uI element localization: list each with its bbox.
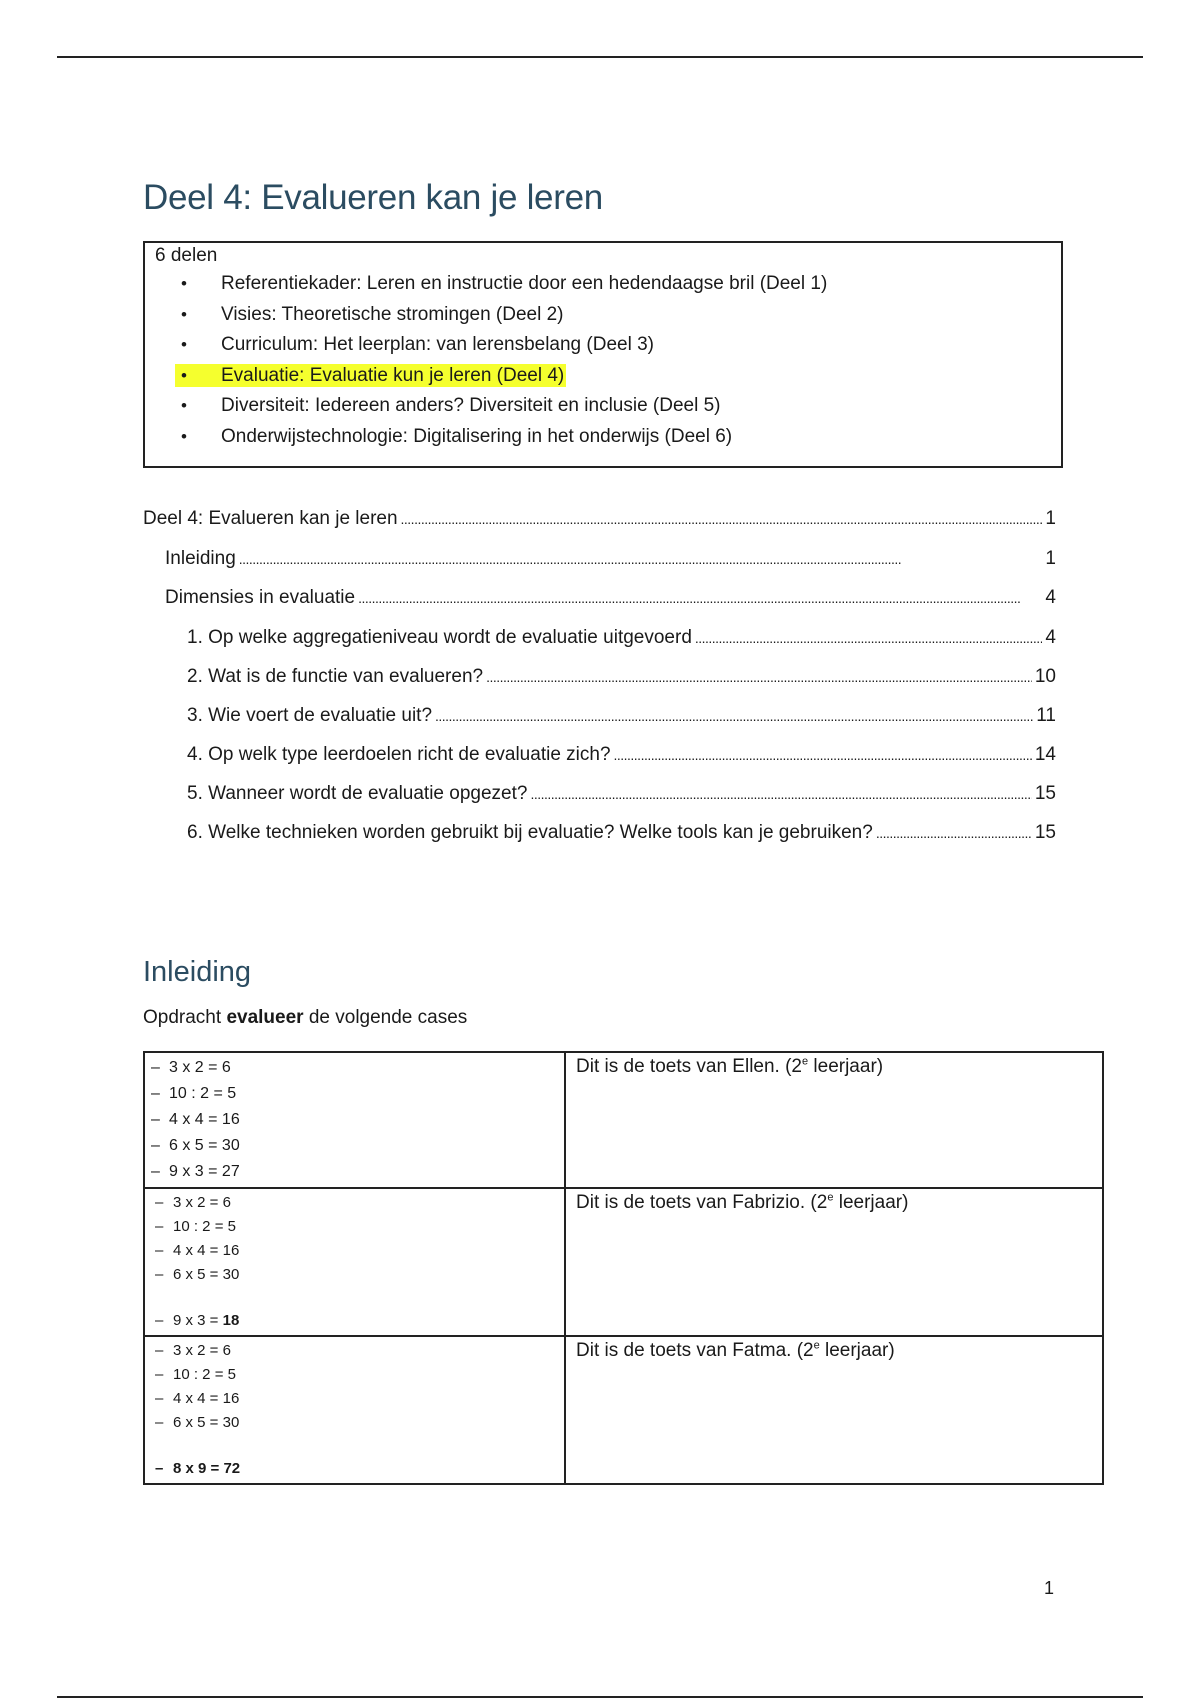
highlight-mark: •Evaluatie: Evaluatie kun je leren (Deel 4) bbox=[175, 364, 566, 387]
sum-line: – 3 x 2 = 6 bbox=[151, 1059, 231, 1076]
case-description: Dit is de toets van Ellen. (2e leerjaar) bbox=[565, 1052, 1103, 1188]
toc-entry[interactable]: 1. Op welke aggregatieniveau wordt de evaluatie uitgevoerd . . . 4 bbox=[187, 627, 1056, 649]
sum-line: – 10 : 2 = 5 bbox=[155, 1366, 236, 1383]
bullet-icon bbox=[175, 303, 221, 327]
toc-entry[interactable]: 3. Wie voert de evaluatie uit? . . . 11 bbox=[187, 705, 1056, 727]
toc-leader bbox=[358, 587, 1042, 609]
test-sheet-cell bbox=[144, 1336, 565, 1484]
toc-leader bbox=[435, 705, 1033, 727]
sum-line: – 6 x 5 = 30 bbox=[155, 1414, 240, 1431]
test-sheet-fatma bbox=[145, 1337, 564, 1482]
assignment-instruction: Opdracht evalueer de volgende cases bbox=[143, 1007, 468, 1028]
toc-entry[interactable]: Inleiding . . . 1 bbox=[165, 548, 1056, 570]
overview-item: •Onderwijstechnologie: Digitalisering in het onderwijs (Deel 6) bbox=[175, 425, 827, 456]
bullet-icon bbox=[175, 272, 221, 296]
toc-entry[interactable]: 2. Wat is de functie van evalueren? . . . 10 bbox=[187, 666, 1056, 688]
sum-line: – 10 : 2 = 5 bbox=[151, 1085, 237, 1102]
toc-leader bbox=[401, 508, 1043, 530]
test-sheet-ellen bbox=[145, 1053, 564, 1186]
page-number: 1 bbox=[1044, 1578, 1055, 1598]
table-row bbox=[144, 1052, 1103, 1188]
toc-leader bbox=[876, 822, 1032, 844]
overview-title: 6 delen bbox=[155, 245, 218, 266]
toc-entry[interactable]: 4. Op welk type leerdoelen richt de evaluatie zich? . . . 14 bbox=[187, 744, 1056, 766]
bullet-icon bbox=[175, 364, 221, 388]
sum-line-changed: – 8 x 9 = 72 bbox=[155, 1460, 241, 1477]
sum-line-wrong: – 9 x 3 = 18 bbox=[155, 1312, 240, 1329]
toc-leader bbox=[695, 627, 1043, 649]
sum-line: – 4 x 4 = 16 bbox=[155, 1242, 240, 1259]
page-title: Deel 4: Evalueren kan je leren bbox=[143, 178, 603, 217]
bullet-icon bbox=[175, 333, 221, 357]
table-row bbox=[144, 1188, 1103, 1336]
sum-line: – 10 : 2 = 5 bbox=[155, 1218, 236, 1235]
sum-line: – 3 x 2 = 6 bbox=[155, 1194, 231, 1211]
overview-item-highlighted bbox=[175, 364, 827, 395]
toc-entry[interactable]: 5. Wanneer wordt de evaluatie opgezet? . . . 15 bbox=[187, 783, 1056, 805]
overview-item: •Diversiteit: Iedereen anders? Diversiteit en inclusie (Deel 5) bbox=[175, 394, 827, 425]
test-sheet-cell bbox=[144, 1188, 565, 1336]
overview-item: •Visies: Theoretische stromingen (Deel 2) bbox=[175, 303, 827, 334]
toc-leader bbox=[530, 783, 1031, 805]
test-sheet-cell bbox=[144, 1052, 565, 1188]
cases-table bbox=[143, 1051, 1104, 1485]
toc-leader bbox=[614, 744, 1032, 766]
header-rule bbox=[57, 56, 1143, 58]
overview-box bbox=[143, 241, 1063, 468]
case-description: Dit is de toets van Fabrizio. (2e leerjaar) bbox=[565, 1188, 1103, 1336]
toc-entry[interactable]: Deel 4: Evalueren kan je leren . . . 1 bbox=[143, 508, 1056, 530]
toc-leader bbox=[239, 548, 1043, 570]
sum-line: – 4 x 4 = 16 bbox=[155, 1390, 240, 1407]
section-heading: Inleiding bbox=[143, 956, 252, 988]
toc-entry[interactable]: Dimensies in evaluatie . . . 4 bbox=[165, 587, 1056, 609]
sum-line: – 3 x 2 = 6 bbox=[155, 1342, 231, 1359]
sum-line: – 4 x 4 = 16 bbox=[151, 1111, 240, 1128]
footer-rule bbox=[57, 1696, 1143, 1698]
table-row bbox=[144, 1336, 1103, 1484]
test-sheet-fabrizio bbox=[145, 1189, 564, 1334]
overview-list bbox=[175, 272, 827, 455]
toc-entry[interactable]: 6. Welke technieken worden gebruikt bij evaluatie? Welke tools kan je gebruiken? . . . 15 bbox=[187, 822, 1056, 844]
bullet-icon bbox=[175, 425, 221, 449]
sum-line: – 6 x 5 = 30 bbox=[151, 1137, 240, 1154]
sum-line: – 9 x 3 = 27 bbox=[151, 1163, 240, 1180]
overview-item: •Curriculum: Het leerplan: van lerensbelang (Deel 3) bbox=[175, 333, 827, 364]
toc-leader bbox=[486, 666, 1032, 688]
overview-item: •Referentiekader: Leren en instructie door een hedendaagse bril (Deel 1) bbox=[175, 272, 827, 303]
sum-line: – 6 x 5 = 30 bbox=[155, 1266, 240, 1283]
case-description: Dit is de toets van Fatma. (2e leerjaar) bbox=[565, 1336, 1103, 1484]
bullet-icon bbox=[175, 394, 221, 418]
